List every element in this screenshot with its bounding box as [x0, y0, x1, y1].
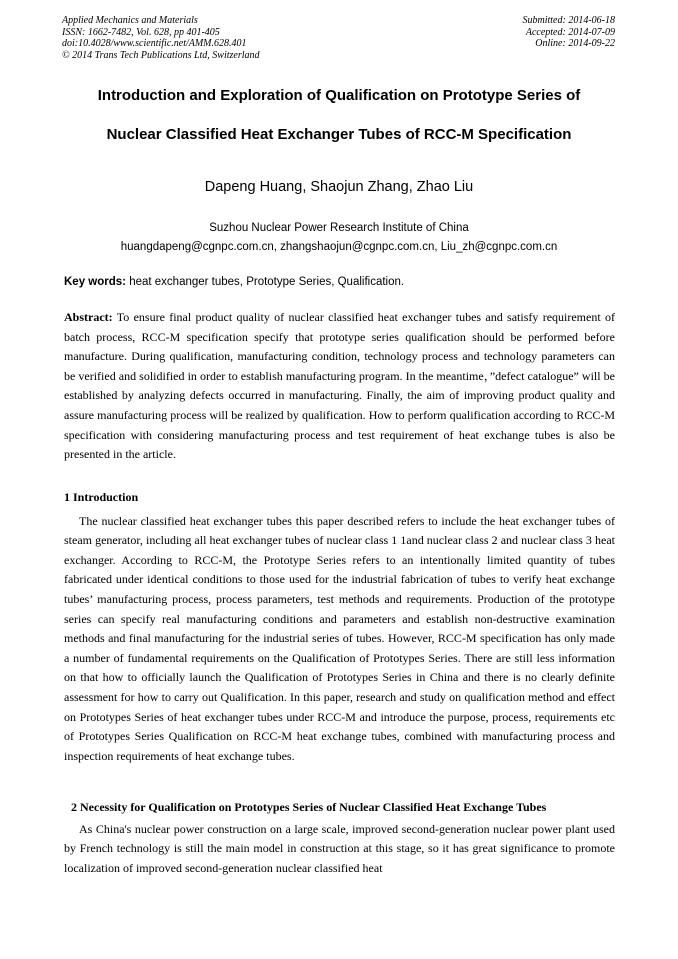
title-line-1: Introduction and Exploration of Qualification on Prototype Series of — [97, 87, 581, 104]
copyright-line: © 2014 Trans Tech Publications Ltd, Switzerland — [62, 49, 260, 61]
abstract — [64, 308, 615, 465]
abstract-text: To ensure final product quality of nuclear classified heat exchanger tubes and satisfy requirement of batch process, RCC-M specification specify that prototype series qualification should be performed before manufacture. During qualification, manufacturing condition, technology process and technology parameters can be verified and solidified in order to establish manufacturing program. In the meantime，”defect catalogue” will be established by analyzing defects occurred in manufacturing. Finally, the aim of improving product quality and assure manufacturing process will be realized by qualification. How to perform qualification according to RCC-M specification with considering manufacturing process and test requirement of heat exchange tubes is also be presented in the article. — [64, 310, 615, 462]
keywords — [64, 274, 616, 290]
accepted-date: Accepted: 2014-07-09 — [525, 26, 615, 38]
section-paragraph: The nuclear classified heat exchanger tubes this paper described refers to include the heat exchanger tubes of steam generator, including all heat exchanger tubes of nuclear class 1 1and nuclear class 2 and nuclear class 3 heat exchanger. According to RCC-M, the Prototype Series refers to an intentionally limited quantity of tubes fabricated under identical conditions to those used for the industrial fabrication of tubes to verify heat exchange tubes’ manufacturing process, process parameters, test methods and requirements. Production of the prototype series can specify real manufacturing conditions and parameters and establish non-destructive examination methods and final manufacturing for the industrial series of tubes. However, RCC-M specification has only made a number of fundamental requirements on the Qualification of Prototypes Series. There are still less information on that how to officially launch the Qualification of Prototypes Series in China and there is no clearly definite assessment for how to carry out Qualification. In this paper, research and study on qualification method and effect on Prototypes Series of heat exchanger tubes under RCC-M and introduce the purpose, process, requirements etc of Prototypes Series Qualification on RCC-M heat exchange tubes, combined with manufacturing process and inspection requirements of heat exchange tubes. — [64, 513, 615, 763]
journal-info — [62, 15, 260, 61]
author-list: Dapeng Huang, Shaojun Zhang, Zhao Liu — [204, 179, 474, 195]
section-paragraph: As China's nuclear power construction on a large scale, improved second-generation nuclear power plant used by French technology is still the main model in construction at this stage, so it has great significance to promote localization of improved second-generation nuclear classified heat — [64, 821, 615, 875]
affiliation — [40, 219, 638, 257]
online-date: Online: 2014-09-22 — [535, 38, 615, 50]
section-introduction — [64, 488, 615, 766]
abstract-label: Abstract: — [64, 310, 113, 324]
section-heading: 2 Necessity for Qualification on Prototypes Series of Nuclear Classified Heat Exchange Tubes — [71, 800, 547, 814]
paper-title — [40, 86, 638, 145]
publication-dates — [523, 15, 616, 50]
section-heading: 1 Introduction — [64, 490, 139, 504]
section-necessity — [64, 798, 615, 878]
doi-line: doi:10.4028/www.scientific.net/AMM.628.401 — [62, 38, 247, 50]
journal-name: Applied Mechanics and Materials — [62, 15, 198, 26]
institute-name: Suzhou Nuclear Power Research Institute of China — [209, 222, 469, 234]
keywords-text: heat exchanger tubes, Prototype Series, Qualification. — [126, 276, 405, 288]
author-emails: huangdapeng@cgnpc.com.cn, zhangshaojun@cgnpc.com.cn, Liu_zh@cgnpc.com.cn — [120, 241, 558, 253]
issn-line: ISSN: 1662-7482, Vol. 628, pp 401-405 — [62, 26, 220, 38]
submitted-date: Submitted: 2014-06-18 — [522, 15, 615, 26]
keywords-label: Key words: — [64, 276, 126, 288]
title-line-2: Nuclear Classified Heat Exchanger Tubes of RCC-M Specification — [106, 126, 572, 143]
